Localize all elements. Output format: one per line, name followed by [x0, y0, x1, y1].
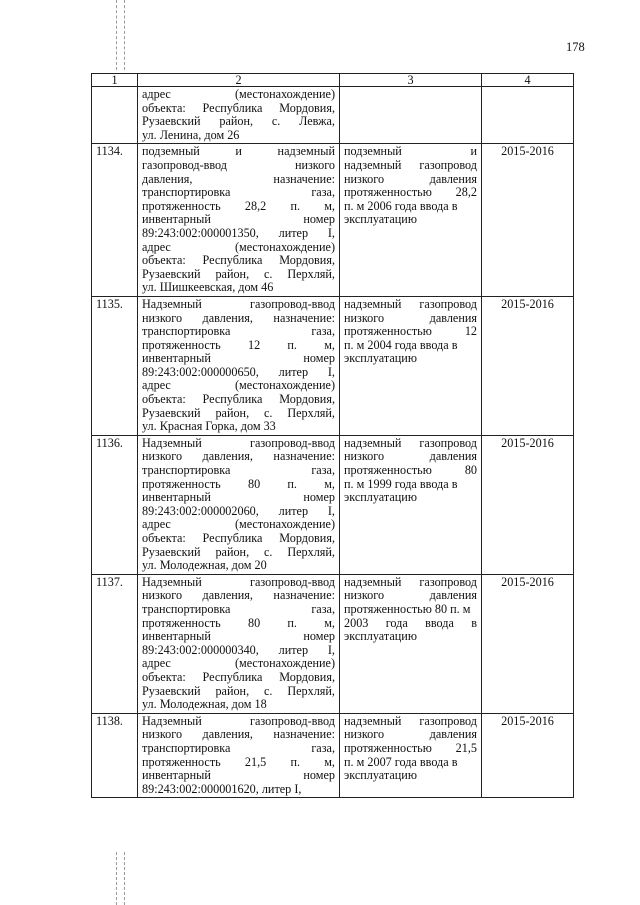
object-description-line: ул. Молодежная, дом 18: [142, 697, 267, 712]
table-row: [92, 435, 574, 574]
column-header-description: 2: [138, 74, 340, 87]
object-description-line: низкого давления, назначение:: [142, 588, 335, 603]
object-description-line: объекта: Республика Мордовия,: [142, 669, 335, 684]
object-description-line: давления, назначение:: [142, 171, 335, 186]
object-description-line: объекта: Республика Мордовия,: [142, 253, 335, 268]
object-description-line: протяженность 80 п. м,: [142, 476, 335, 491]
period: [482, 87, 574, 144]
object-description-line: Рузаевский район, с. Перхляй,: [142, 544, 335, 559]
property-characteristics: [340, 87, 482, 144]
object-description-line: газопровод-ввод низкого: [142, 157, 335, 172]
period: 2015-2016: [482, 296, 574, 435]
object-description-line: объекта: Республика Мордовия,: [142, 531, 335, 545]
row-number: 1134.: [92, 144, 138, 297]
object-description-line: Надземный газопровод-ввод: [142, 574, 335, 589]
object-description-line: транспортировка газа,: [142, 601, 335, 616]
property-characteristics-line: протяженностью 80: [344, 463, 477, 478]
property-characteristics-line: низкого давления: [344, 588, 477, 603]
object-description: [138, 574, 340, 713]
property-characteristics-line: низкого давления: [344, 310, 477, 325]
object-description-line: ул. Шишкеевская, дом 46: [142, 280, 274, 295]
property-characteristics: [340, 435, 482, 574]
column-header-period: 4: [482, 74, 574, 87]
table-row: [92, 87, 574, 144]
objects-table: [91, 73, 574, 798]
row-number: 1136.: [92, 435, 138, 574]
property-characteristics: [340, 296, 482, 435]
binding-mark: [116, 0, 117, 70]
property-characteristics-line: надземный газопровод: [344, 157, 477, 172]
object-description-line: ул. Красная Горка, дом 33: [142, 419, 276, 434]
object-description-line: Рузаевский район, с. Перхляй,: [142, 266, 335, 281]
object-description-line: инвентарный номер: [142, 212, 335, 227]
object-description-line: ул. Молодежная, дом 20: [142, 558, 267, 573]
object-description-line: адрес (местонахождение): [142, 378, 335, 393]
property-characteristics-line: протяженностью 80 п. м: [344, 601, 471, 616]
object-description-line: инвентарный номер: [142, 629, 335, 644]
object-description-line: протяженность 80 п. м,: [142, 615, 335, 630]
table-row: [92, 296, 574, 435]
object-description-line: 89:243:002:000002060, литер I,: [142, 503, 335, 518]
property-characteristics-line: 2003 года ввода в: [344, 615, 477, 630]
object-description-line: Рузаевский район, с. Перхляй,: [142, 405, 335, 420]
table-body: [92, 87, 574, 798]
object-description-line: низкого давления, назначение:: [142, 449, 335, 464]
property-characteristics: [340, 144, 482, 297]
property-characteristics-line: эксплуатацию: [344, 490, 417, 505]
object-description-line: адрес (местонахождение): [142, 239, 335, 254]
property-characteristics-line: низкого давления: [344, 727, 477, 742]
object-description: [138, 296, 340, 435]
object-description-line: Рузаевский район, с. Левжа,: [142, 114, 335, 129]
row-number: 1137.: [92, 574, 138, 713]
property-characteristics-line: эксплуатацию: [344, 351, 417, 366]
property-characteristics-line: эксплуатацию: [344, 768, 417, 783]
object-description-line: объекта: Республика Мордовия,: [142, 100, 335, 115]
row-number: 1135.: [92, 296, 138, 435]
object-description-line: Надземный газопровод-ввод: [142, 713, 335, 728]
property-characteristics: [340, 574, 482, 713]
object-description-line: протяженность 21,5 п. м,: [142, 754, 335, 769]
object-description-line: адрес (местонахождение): [142, 87, 335, 101]
property-characteristics-line: надземный газопровод: [344, 574, 477, 589]
object-description-line: низкого давления, назначение:: [142, 727, 335, 742]
object-description: [138, 144, 340, 297]
object-description-line: транспортировка газа,: [142, 185, 335, 200]
property-characteristics-line: эксплуатацию: [344, 212, 417, 227]
object-description-line: Рузаевский район, с. Перхляй,: [142, 683, 335, 698]
property-characteristics-line: п. м 2007 года ввода в: [344, 754, 458, 769]
object-description-line: транспортировка газа,: [142, 463, 335, 478]
property-characteristics-line: надземный газопровод: [344, 296, 477, 311]
object-description-line: Надземный газопровод-ввод: [142, 435, 335, 450]
binding-mark: [124, 0, 125, 70]
object-description-line: протяженность 28,2 п. м,: [142, 198, 335, 213]
object-description-line: ул. Ленина, дом 26: [142, 127, 240, 142]
property-characteristics-line: п. м 2004 года ввода в: [344, 337, 458, 352]
object-description: [138, 435, 340, 574]
page-number: 178: [566, 40, 585, 54]
property-characteristics-line: протяженностью 21,5: [344, 740, 477, 755]
table-row: [92, 574, 574, 713]
binding-mark: [116, 852, 117, 905]
object-description-line: транспортировка газа,: [142, 740, 335, 755]
property-characteristics-line: протяженностью 28,2: [344, 185, 477, 200]
row-number: 1138.: [92, 713, 138, 798]
property-characteristics: [340, 713, 482, 798]
object-description-line: протяженность 12 п. м,: [142, 337, 335, 352]
property-characteristics-line: п. м 1999 года ввода в: [344, 476, 458, 491]
period: 2015-2016: [482, 435, 574, 574]
binding-mark: [124, 852, 125, 905]
property-characteristics-line: надземный газопровод: [344, 713, 477, 728]
object-description-line: инвентарный номер: [142, 351, 335, 366]
property-characteristics-line: надземный газопровод: [344, 435, 477, 450]
object-description-line: Надземный газопровод-ввод: [142, 296, 335, 311]
object-description-line: 89:243:002:000000650, литер I,: [142, 364, 335, 379]
property-characteristics-line: подземный и: [344, 144, 477, 159]
object-description-line: адрес (местонахождение): [142, 517, 335, 532]
period: 2015-2016: [482, 144, 574, 297]
object-description: [138, 87, 340, 144]
object-description-line: транспортировка газа,: [142, 324, 335, 339]
object-description-line: адрес (местонахождение): [142, 656, 335, 671]
property-characteristics-line: протяженностью 12: [344, 324, 477, 339]
object-description-line: 89:243:002:000001350, литер I,: [142, 225, 335, 240]
header-row: [92, 74, 574, 87]
column-header-number: 1: [92, 74, 138, 87]
object-description-line: 89:243:002:000001620, литер I,: [142, 781, 302, 796]
object-description: [138, 713, 340, 798]
object-description-line: инвентарный номер: [142, 490, 335, 505]
period: 2015-2016: [482, 713, 574, 798]
object-description-line: 89:243:002:000000340, литер I,: [142, 642, 335, 657]
object-description-line: объекта: Республика Мордовия,: [142, 392, 335, 407]
row-number: [92, 87, 138, 144]
table-row: [92, 144, 574, 297]
column-header-property: 3: [340, 74, 482, 87]
object-description-line: низкого давления, назначение:: [142, 310, 335, 325]
property-characteristics-line: п. м 2006 года ввода в: [344, 198, 458, 213]
property-characteristics-line: низкого давления: [344, 449, 477, 464]
object-description-line: инвентарный номер: [142, 768, 335, 783]
property-characteristics-line: низкого давления: [344, 171, 477, 186]
table-row: [92, 713, 574, 798]
period: 2015-2016: [482, 574, 574, 713]
object-description-line: подземный и надземный: [142, 144, 335, 159]
property-characteristics-line: эксплуатацию: [344, 629, 417, 644]
